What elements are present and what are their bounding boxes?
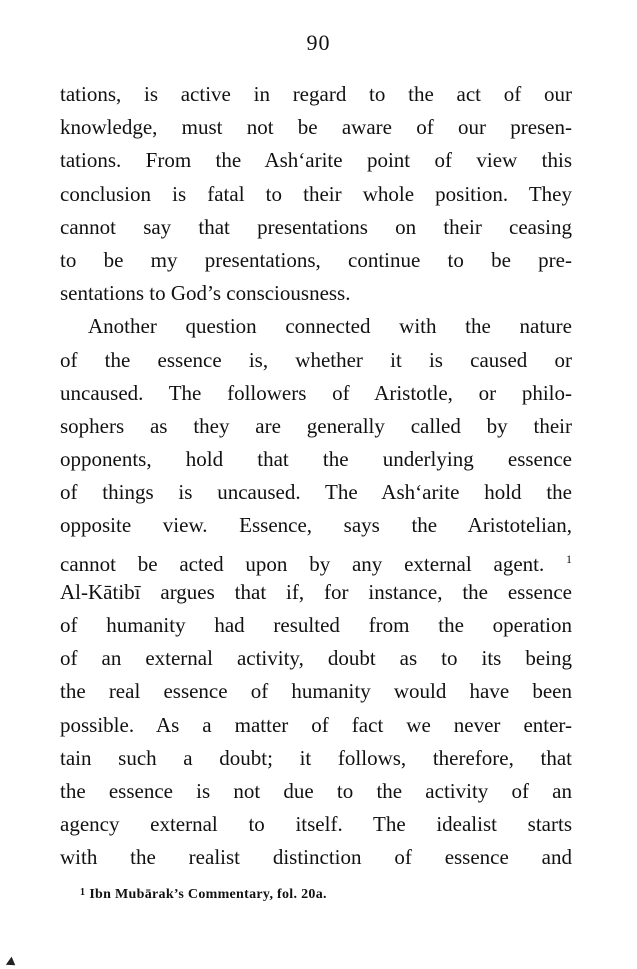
text-line: sophers as they are generally called by their — [60, 413, 572, 438]
text-line: tations, is active in regard to the act of our — [60, 82, 572, 106]
text-line: sentations to God’s consciousness. — [60, 281, 351, 306]
text-line: tain such a doubt; it follows, therefore, that — [60, 745, 572, 770]
text-line: uncaused. The followers of Aristotle, or philo- — [60, 380, 572, 405]
text-line: opponents, hold that the underlying essence — [60, 447, 572, 472]
footnote-marker: 1 — [80, 887, 86, 898]
text-line: to be my presentations, continue to be pre- — [60, 247, 572, 272]
text-line: opposite view. Essence, says the Aristotelian, — [60, 513, 572, 538]
footnote-reference: 1 — [566, 551, 572, 566]
text-line: possible. As a matter of fact we never enter- — [60, 712, 572, 737]
paragraph-start-line: Another question connected with the nature — [88, 314, 572, 339]
text-line: conclusion is fatal to their whole position. They — [60, 181, 572, 206]
text-line: agency external to itself. The idealist starts — [60, 812, 572, 837]
scan-corner-mark — [6, 957, 18, 969]
text-line: of humanity had resulted from the operation — [60, 613, 572, 637]
text-line: cannot say that presentations on their ceasing — [60, 214, 572, 239]
body-text — [60, 78, 572, 875]
text-line: the real essence of humanity would have been — [60, 679, 572, 704]
text-line: of the essence is, whether it is caused or — [60, 347, 572, 372]
text-line: with the realist distinction of essence and — [60, 845, 572, 870]
text-line: the essence is not due to the activity of an — [60, 778, 572, 803]
text-line-content: cannot be acted upon by any external agent. — [60, 551, 545, 576]
footnote-text: Ibn Mubārak’s Commentary, fol. 20a. — [89, 887, 327, 902]
text-line: of an external activity, doubt as to its being — [60, 646, 572, 671]
text-line-with-footnote-ref — [60, 543, 572, 576]
text-line: tations. From the Ash‘arite point of view this — [60, 148, 572, 173]
footnote — [80, 887, 327, 903]
text-line: of things is uncaused. The Ash‘arite hold the — [60, 480, 572, 505]
text-line: Al-Kātibī argues that if, for instance, the essence — [60, 579, 572, 604]
page-number: 90 — [306, 30, 331, 55]
text-line: knowledge, must not be aware of our presen- — [60, 115, 572, 140]
